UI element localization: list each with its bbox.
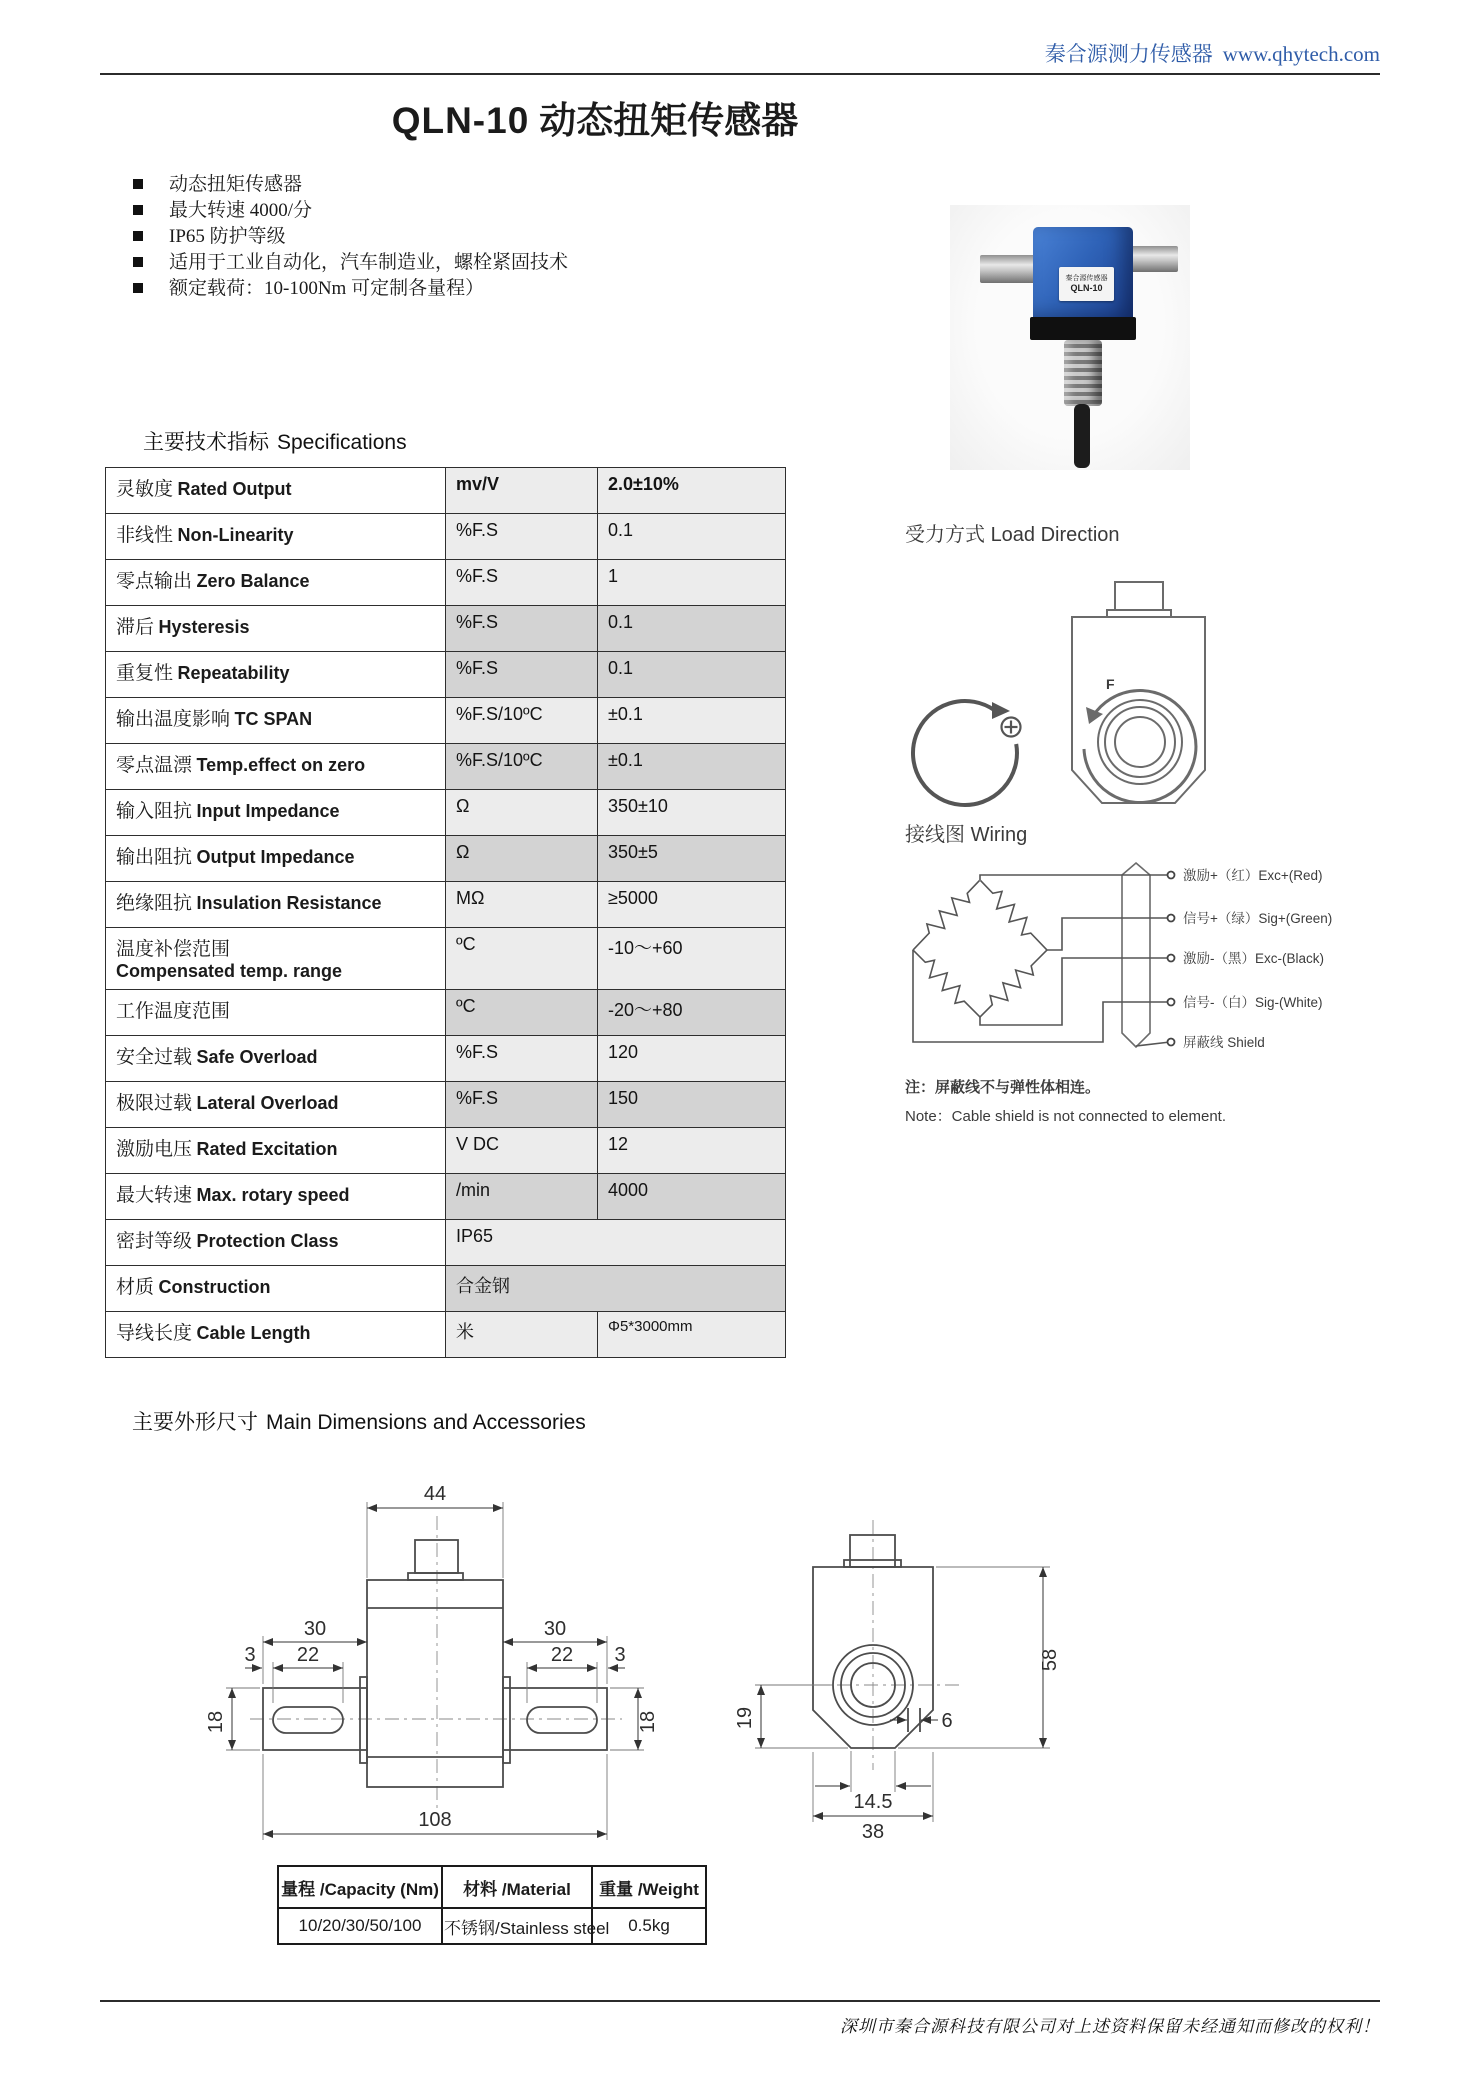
specs-heading-zh: 主要技术指标 [143, 430, 269, 454]
spec-param-zh: 输入阻抗 [116, 801, 193, 822]
spec-param [106, 928, 446, 990]
spec-row [106, 560, 786, 606]
bullet-square-icon [133, 231, 143, 241]
spec-param [106, 560, 446, 606]
spec-unit: mv/V [446, 468, 598, 514]
spec-unit: V DC [446, 1128, 598, 1174]
dimensions-heading [132, 1406, 586, 1436]
spec-value: 0.1 [598, 514, 786, 560]
terminal-label: 屏蔽线 Shield [1183, 1035, 1265, 1050]
dim-label: 108 [418, 1809, 452, 1831]
spec-param-en: Output Impedance [196, 847, 355, 867]
spec-param [106, 990, 446, 1036]
spec-value: ±0.1 [598, 698, 786, 744]
spec-unit: %F.S [446, 606, 598, 652]
spec-param-zh: 安全过载 [116, 1047, 193, 1068]
spec-value: Φ5*3000mm [598, 1312, 786, 1358]
capacity-header-cell: 重量 /Weight [592, 1866, 706, 1908]
spec-param-en: Safe Overload [196, 1047, 318, 1067]
load-direction-heading [905, 518, 1120, 547]
dim-label: 18 [637, 1710, 659, 1734]
spec-param-zh: 输出阻抗 [116, 847, 193, 868]
spec-param-zh: 导线长度 [116, 1323, 193, 1344]
spec-param [106, 744, 446, 790]
bullet-square-icon [133, 257, 143, 267]
spec-row [106, 606, 786, 652]
spec-param-zh: 最大转速 [116, 1185, 193, 1206]
bullet-square-icon [133, 205, 143, 215]
spec-param [106, 1128, 446, 1174]
spec-row [106, 928, 786, 990]
brand-name: 秦合源测力传感器 [1044, 43, 1213, 66]
terminal-dots [1168, 872, 1175, 1046]
spec-param-zh: 温度补偿范围 [116, 939, 231, 960]
spec-row [106, 790, 786, 836]
feature-item [133, 250, 568, 276]
spec-param-zh: 工作温度范围 [116, 1001, 231, 1022]
spec-param [106, 1220, 446, 1266]
spec-unit: %F.S [446, 1082, 598, 1128]
spec-unit: %F.S [446, 514, 598, 560]
feature-item [133, 172, 568, 198]
spec-param-en: Zero Balance [196, 571, 310, 591]
spec-unit: %F.S [446, 652, 598, 698]
spec-param-zh: 绝缘阻抗 [116, 893, 193, 914]
dimensions-heading-zh: 主要外形尺寸 [132, 1410, 258, 1434]
spec-param-zh: 重复性 [116, 663, 174, 684]
terminal-label: 信号-（白）Sig-(White) [1183, 995, 1323, 1010]
spec-value: 合金钢 [446, 1266, 786, 1312]
spec-param-en: Input Impedance [196, 801, 340, 821]
load-direction-zh: 受力方式 [905, 524, 985, 546]
wiring-diagram [890, 855, 1370, 1060]
spec-param-zh: 激励电压 [116, 1139, 193, 1160]
spec-param-en: TC SPAN [234, 709, 313, 729]
footer-divider [100, 2000, 1380, 2002]
terminal-label: 激励-（黑）Exc-(Black) [1183, 951, 1324, 966]
feature-text: 适用于工业自动化，汽车制造业，螺栓紧固技术 [169, 252, 569, 273]
spec-param-zh: 零点温漂 [116, 755, 193, 776]
spec-unit: Ω [446, 790, 598, 836]
sensor-label [1059, 267, 1114, 301]
spec-param [106, 1082, 446, 1128]
spec-value: 350±5 [598, 836, 786, 882]
spec-param-en: Repeatability [177, 663, 290, 683]
spec-param-en: Hysteresis [158, 617, 250, 637]
dim-label: 44 [423, 1483, 447, 1505]
spec-value: 350±10 [598, 790, 786, 836]
spec-param [106, 1312, 446, 1358]
feature-text: 最大转速 4000/分 [169, 200, 313, 221]
spec-param-zh: 极限过载 [116, 1093, 193, 1114]
product-photo [950, 205, 1190, 470]
spec-table-body [106, 468, 786, 1358]
rotation-arrow-icon [913, 701, 1017, 805]
spec-table [105, 467, 786, 1358]
spec-unit: ºC [446, 928, 598, 990]
model-number: QLN-10 [391, 100, 530, 141]
spec-row [106, 1312, 786, 1358]
dim-label: 3 [244, 1644, 256, 1666]
spec-row [106, 882, 786, 928]
sensor-body [1033, 227, 1133, 322]
wiring-note-en: Note：Cable shield is not connected to element. [905, 1108, 1227, 1125]
spec-param-en: Insulation Resistance [196, 893, 382, 913]
spec-param [106, 790, 446, 836]
spec-param-zh: 非线性 [116, 525, 174, 546]
spec-param-en: Protection Class [196, 1231, 339, 1251]
spec-row [106, 468, 786, 514]
spec-param-zh: 密封等级 [116, 1231, 193, 1252]
spec-param [106, 468, 446, 514]
sensor-cable [1074, 404, 1090, 468]
spec-value: 1 [598, 560, 786, 606]
capacity-header-cell: 材料 /Material [442, 1866, 592, 1908]
spec-row [106, 698, 786, 744]
spec-param-en: Temp.effect on zero [196, 755, 366, 775]
spec-param-en: Max. rotary speed [196, 1185, 350, 1205]
dim-label: 18 [205, 1710, 227, 1734]
spec-param-en: Rated Output [177, 479, 292, 499]
spec-value: 4000 [598, 1174, 786, 1220]
spec-param-zh: 灵敏度 [116, 479, 174, 500]
spec-param [106, 606, 446, 652]
spec-row [106, 1082, 786, 1128]
bullet-square-icon [133, 283, 143, 293]
capacity-value-cell: 不锈钢/Stainless steel [442, 1908, 592, 1944]
sensor-connector [1064, 340, 1102, 406]
spec-value: ±0.1 [598, 744, 786, 790]
dim-label: 3 [614, 1644, 626, 1666]
clockwise-plus-icon [1002, 718, 1021, 737]
specs-heading-en: Specifications [277, 431, 407, 454]
spec-row [106, 514, 786, 560]
spec-param [106, 514, 446, 560]
spec-param-zh: 零点输出 [116, 571, 193, 592]
wiring-heading-en: Wiring [970, 824, 1028, 846]
sensor-base [1030, 317, 1136, 340]
spec-unit: %F.S [446, 560, 598, 606]
spec-param-en: Non-Linearity [177, 525, 294, 545]
feature-item [133, 198, 568, 224]
header-site-link[interactable] [1045, 38, 1380, 68]
spec-param [106, 1036, 446, 1082]
dimensions-heading-en: Main Dimensions and Accessories [266, 1411, 586, 1434]
spec-row [106, 1266, 786, 1312]
spec-row [106, 1174, 786, 1220]
rotation-arrowhead [992, 702, 1010, 719]
dim-label: 58 [1039, 1648, 1061, 1672]
spec-param [106, 836, 446, 882]
spec-value: 0.1 [598, 652, 786, 698]
dim-label: 14.5 [853, 1791, 893, 1813]
feature-list [133, 172, 568, 302]
spec-value: ≥5000 [598, 882, 786, 928]
spec-unit: %F.S/10ºC [446, 698, 598, 744]
spec-row [106, 990, 786, 1036]
dim-label: 6 [941, 1710, 953, 1732]
spec-value: IP65 [446, 1220, 786, 1266]
feature-text: 动态扭矩传感器 [169, 174, 303, 195]
spec-param-en: Construction [158, 1277, 271, 1297]
capacity-data-row [278, 1908, 706, 1944]
feature-item [133, 276, 568, 302]
dimension-drawings [150, 1470, 1100, 1870]
spec-unit: Ω [446, 836, 598, 882]
spec-param [106, 1266, 446, 1312]
spec-param-en: Cable Length [196, 1323, 311, 1343]
spec-param-en: Rated Excitation [196, 1139, 338, 1159]
spec-row [106, 1220, 786, 1266]
dim-label: 22 [550, 1644, 574, 1666]
sensor-label-brand: 秦合源传感器 [1065, 275, 1108, 282]
load-direction-diagram [890, 555, 1230, 855]
spec-value: 150 [598, 1082, 786, 1128]
spec-param [106, 698, 446, 744]
dim-label: 19 [734, 1706, 756, 1730]
capacity-value-cell: 10/20/30/50/100 [278, 1908, 442, 1944]
spec-param-zh: 滞后 [116, 617, 155, 638]
spec-value: 2.0±10% [598, 468, 786, 514]
capacity-header-row [278, 1866, 706, 1908]
dim-label: 38 [861, 1821, 885, 1843]
dim-label: 30 [303, 1618, 327, 1640]
dim-label: 22 [296, 1644, 320, 1666]
spec-unit: MΩ [446, 882, 598, 928]
spec-param-zh: 输出温度影响 [116, 709, 231, 730]
site-url: www.qhytech.com [1222, 42, 1380, 66]
load-direction-en: Load Direction [990, 524, 1120, 546]
terminal-label: 信号+（绿）Sig+(Green) [1183, 911, 1333, 926]
front-view-drawing [205, 1483, 659, 1840]
spec-param [106, 882, 446, 928]
force-label: F [1106, 676, 1115, 692]
spec-row [106, 836, 786, 882]
spec-value: 0.1 [598, 606, 786, 652]
footer-disclaimer: 深圳市秦合源科技有限公司对上述资料保留未经通知而修改的权利！ [840, 2017, 1380, 2036]
spec-param-en: Lateral Overload [196, 1093, 339, 1113]
spec-param [106, 652, 446, 698]
capacity-header-cell: 量程 /Capacity (Nm) [278, 1866, 442, 1908]
spec-unit: %F.S/10ºC [446, 744, 598, 790]
page-title [0, 90, 1190, 144]
spec-param-en: Compensated temp. range [116, 961, 343, 981]
terminal-label: 激励+（红）Exc+(Red) [1183, 868, 1323, 883]
capacity-value-cell: 0.5kg [592, 1908, 706, 1944]
spec-value: -10～+60 [598, 928, 786, 990]
wiring-note-zh: 注：屏蔽线不与弹性体相连。 [905, 1079, 1101, 1096]
product-name: 动态扭矩传感器 [539, 101, 799, 142]
spec-value: 120 [598, 1036, 786, 1082]
spec-unit: /min [446, 1174, 598, 1220]
spec-row [106, 744, 786, 790]
spec-value: 12 [598, 1128, 786, 1174]
feature-text: 额定载荷：10-100Nm 可定制各量程） [169, 278, 485, 299]
dim-label: 30 [543, 1618, 567, 1640]
spec-unit: %F.S [446, 1036, 598, 1082]
sensor-outline-drawing [1072, 582, 1205, 803]
spec-unit: ºC [446, 990, 598, 1036]
side-view-drawing [734, 1520, 1061, 1843]
spec-param [106, 1174, 446, 1220]
spec-row [106, 1128, 786, 1174]
spec-value: -20～+80 [598, 990, 786, 1036]
bullet-square-icon [133, 179, 143, 189]
wheatstone-bridge [907, 875, 1053, 1023]
feature-text: IP65 防护等级 [169, 226, 286, 247]
spec-row [106, 652, 786, 698]
wiring-heading [905, 818, 1027, 847]
spec-row [106, 1036, 786, 1082]
spec-unit: 米 [446, 1312, 598, 1358]
right-shaft [1128, 246, 1178, 272]
sensor-label-model: QLN-10 [1070, 283, 1103, 293]
capacity-table [277, 1865, 707, 1945]
wiring-heading-zh: 接线图 [905, 824, 965, 846]
cable-sheath [1122, 863, 1150, 1047]
feature-item [133, 224, 568, 250]
specs-heading [143, 426, 407, 456]
header-divider [100, 73, 1380, 75]
spec-param-zh: 材质 [116, 1277, 155, 1298]
torque-arrowhead [1086, 707, 1103, 724]
